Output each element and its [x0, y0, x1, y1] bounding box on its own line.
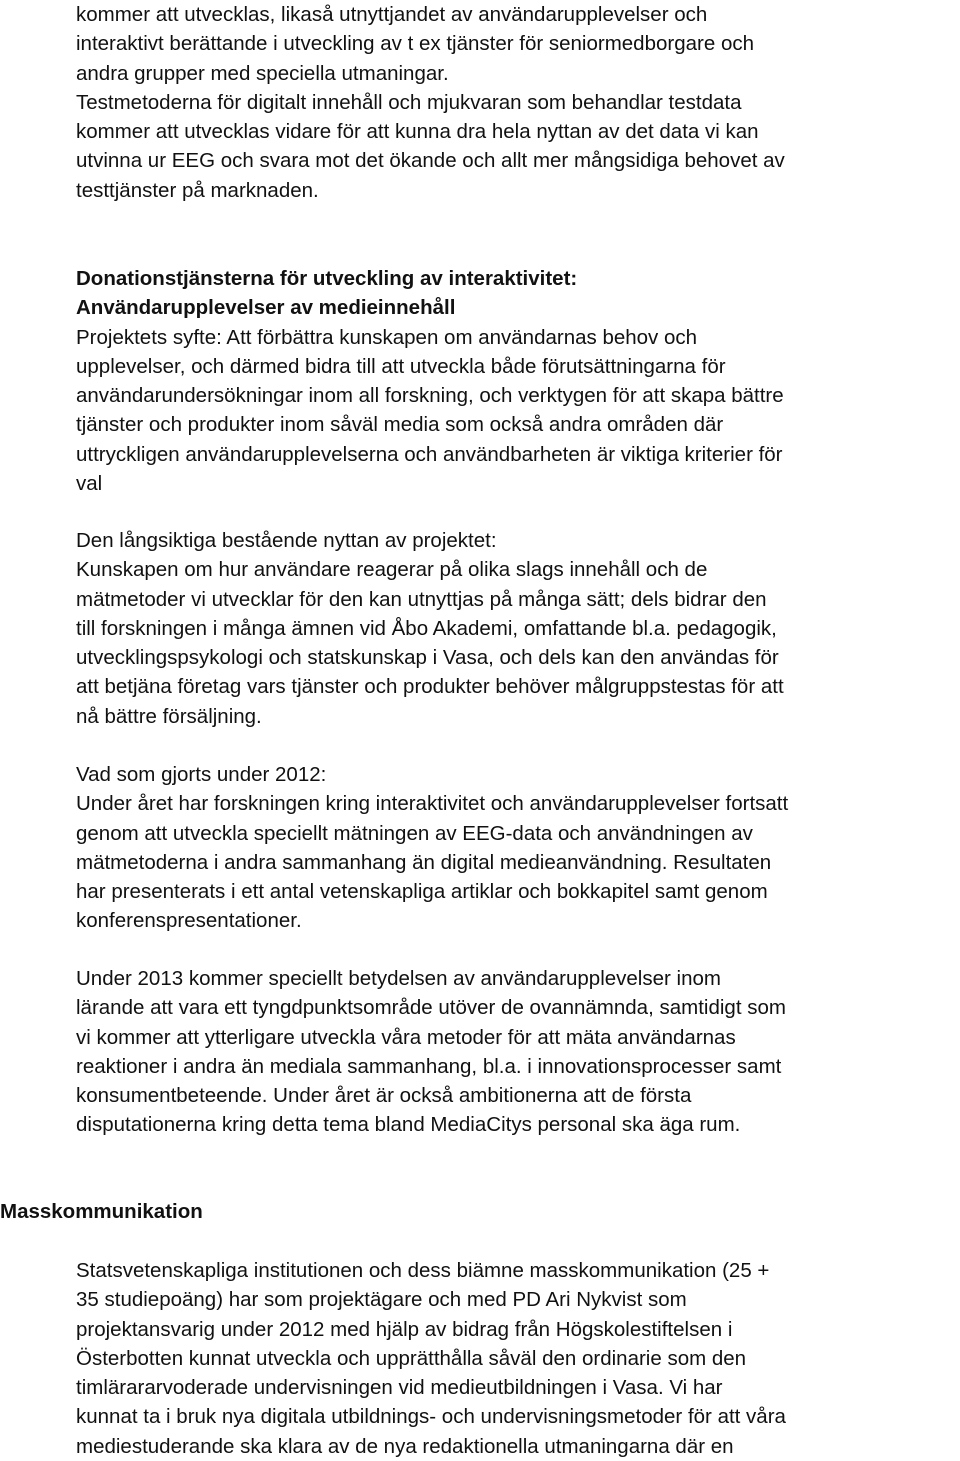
text-line: projektansvarig under 2012 med hjälp av bidrag från Högskolestiftelsen i [76, 1317, 733, 1341]
text-line: vi kommer att ytterligare utveckla våra metoder för att mäta användarnas [76, 1025, 736, 1049]
text-line: timlärararvoderade undervisningen vid medieutbildningen i Vasa. Vi har [76, 1376, 723, 1400]
text-line: lärande att vara ett tyngdpunktsområde utöver de ovannämnda, samtidigt som [76, 996, 786, 1020]
text-line: Under 2013 kommer speciellt betydelsen av användarupplevelser inom [76, 967, 721, 990]
text-line: Testmetoderna för digitalt innehåll och mjukvaran som behandlar testdata [76, 90, 742, 114]
plans-2013-paragraph [76, 964, 960, 1140]
text-line: Projektets syfte: Att förbättra kunskapen om användarnas behov och [76, 325, 698, 349]
text-line: kommer att utvecklas vidare för att kunna dra hela nyttan av det data vi kan [76, 120, 759, 144]
text-line: till forskningen i många ämnen vid Åbo Akademi, omfattande bl.a. pedagogik, [76, 616, 777, 640]
text-line: kunnat ta i bruk nya digitala utbildnings- och undervisningsmetoder för att våra [76, 1405, 786, 1429]
text-line: disputationerna kring detta tema bland MediaCitys personal ska äga rum. [76, 1113, 741, 1137]
text-line: 35 studiepoäng) har som projektägare och med PD Ari Nykvist som [76, 1288, 687, 1312]
section-subheading: Donationstjänsterna för utveckling av interaktivitet: [76, 267, 578, 290]
text-line: Under året har forskningen kring interaktivitet och användarupplevelser fortsatt [76, 792, 789, 816]
text-line: Vad som gjorts under 2012: [76, 763, 327, 786]
text-line: andra grupper med speciella utmaningar. [76, 61, 449, 85]
text-line: interaktivt berättande i utveckling av t ex tjänster för seniormedborgare och [76, 32, 754, 56]
text-line: val [76, 472, 103, 496]
masskommunikation-paragraph [76, 1256, 960, 1461]
text-line: Den långsiktiga bestående nyttan av projektet: [76, 529, 497, 552]
text-line: nå bättre försäljning. [76, 704, 262, 728]
text-line: mediestuderande ska klara av de nya redaktionella utmaningarna där en [76, 1434, 734, 1458]
text-line: reaktioner i andra än mediala sammanhang, bl.a. i innovationsprocesser samt [76, 1054, 782, 1078]
done-2012-paragraph [76, 760, 960, 936]
text-line: användarundersökningar inom all forskning, och verktygen för att skapa bättre [76, 384, 784, 408]
donation-section [76, 264, 960, 498]
text-line: tjänster och produkter inom såväl media som också andra områden där [76, 413, 724, 437]
intro-paragraph [76, 0, 960, 205]
long-term-benefit-paragraph [76, 526, 960, 731]
section-heading-masskommunikation: Masskommunikation [0, 1200, 203, 1223]
text-line: att betjäna företag vars tjänster och produkter behöver målgruppstestas för att [76, 675, 784, 699]
text-line: Österbotten kunnat utveckla och upprätthålla såväl den ordinarie som den [76, 1346, 747, 1370]
text-line: upplevelser, och därmed bidra till att utveckla både förutsättningarna för [76, 354, 726, 378]
text-line: konsumentbeteende. Under året är också ambitionerna att de första [76, 1084, 692, 1108]
text-line: uttryckligen användarupplevelserna och användbarheten är viktiga kriterier för [76, 442, 783, 466]
text-line: genom att utveckla speciellt mätningen av EEG-data och användningen av [76, 821, 753, 845]
text-line: testtjänster på marknaden. [76, 178, 319, 202]
text-line: Kunskapen om hur användare reagerar på olika slags innehåll och de [76, 558, 708, 582]
text-line: mätmetoderna i andra sammanhang än digital medieanvändning. Resultaten [76, 850, 772, 874]
text-line: utvecklingspsykologi och statskunskap i Vasa, och dels kan den användas för [76, 646, 779, 670]
text-line: utvinna ur EEG och svara mot det ökande och allt mer mångsidiga behovet av [76, 149, 785, 173]
text-line: Statsvetenskapliga institutionen och dess biämne masskommunikation (25 + [76, 1259, 770, 1282]
text-line: har presenterats i ett antal vetenskapliga artiklar och bokkapitel samt genom [76, 880, 768, 904]
section-subheading: Användarupplevelser av medieinnehåll [76, 296, 456, 320]
text-line: mätmetoder vi utvecklar för den kan utnyttjas på många sätt; dels bidrar den [76, 587, 767, 611]
text-line: konferenspresentationer. [76, 909, 302, 933]
text-line: kommer att utvecklas, likaså utnyttjandet av användarupplevelser och [76, 3, 708, 26]
